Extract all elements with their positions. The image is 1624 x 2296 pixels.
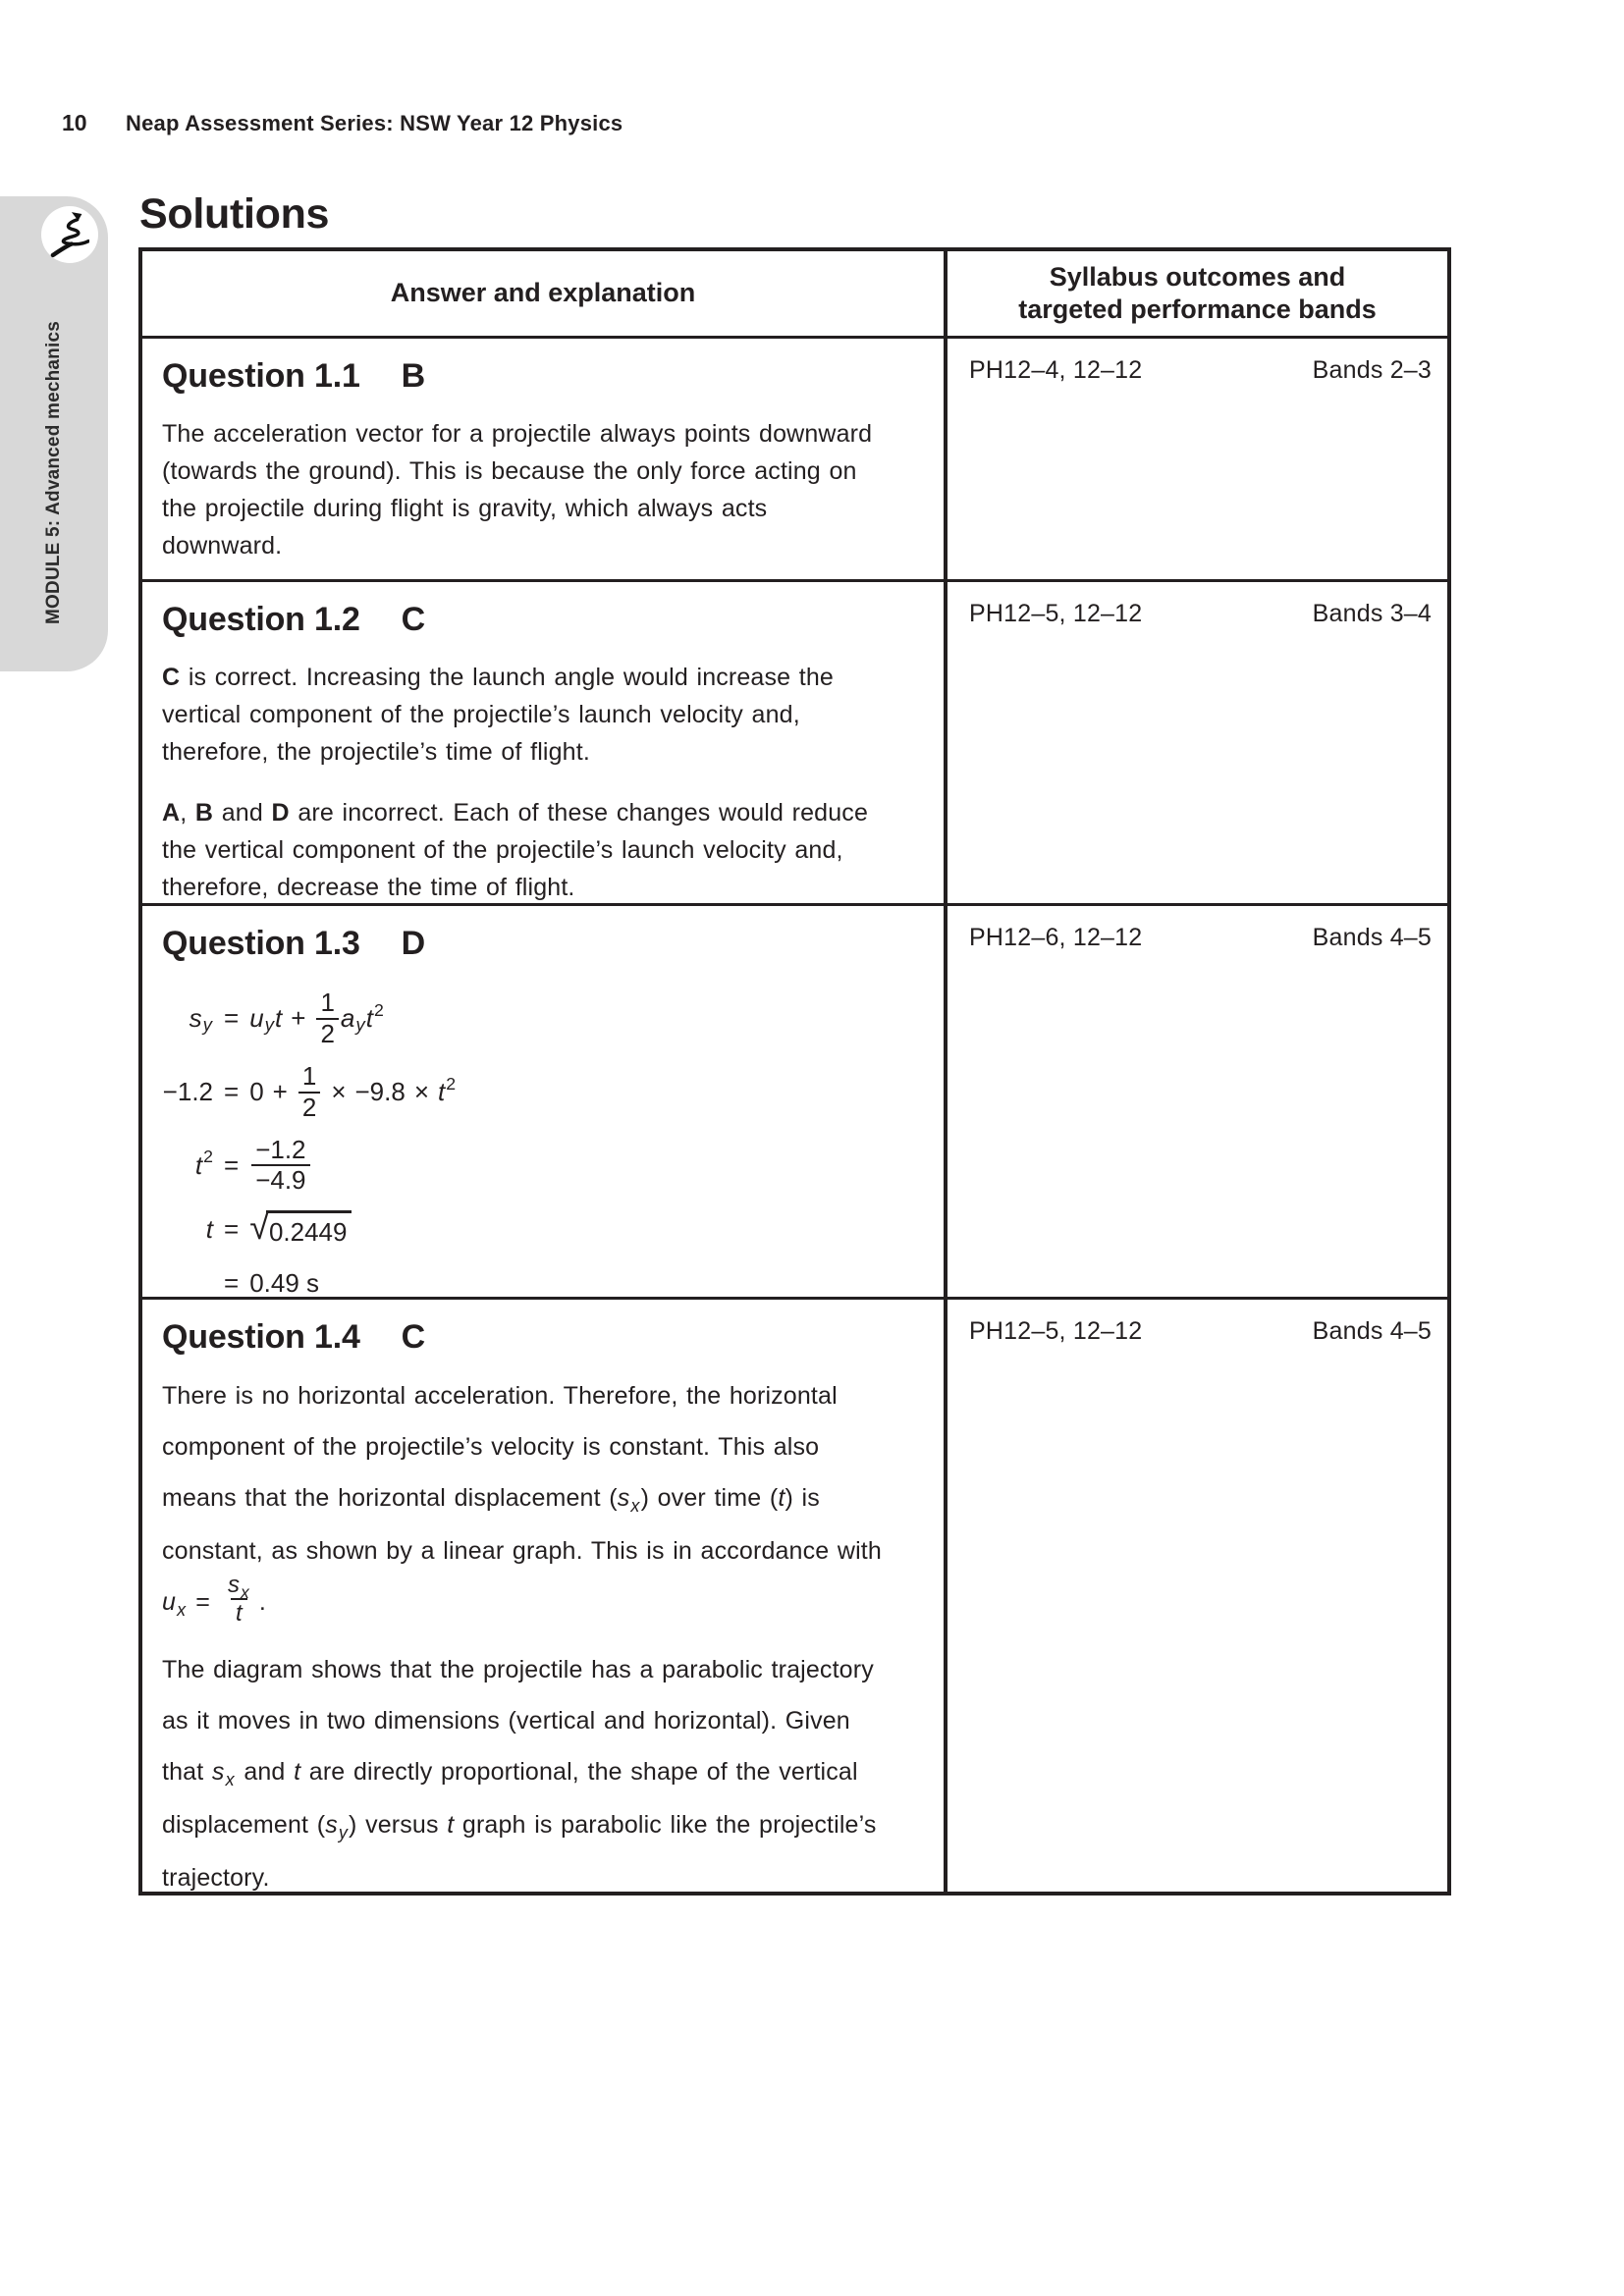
explanation-text: , <box>180 799 195 827</box>
explanation-text: There is no horizontal acceleration. Therefore, the horizontal component of the projectile’s velocity is constant. This also means that the horizontal displacement ( <box>162 1382 838 1512</box>
math-sub: x <box>630 1495 640 1516</box>
outcome-code: PH12–6, 12–12 <box>969 924 1143 951</box>
math-sup: 2 <box>203 1147 213 1167</box>
equals-sign: = <box>224 1077 240 1107</box>
math-var: s <box>211 1757 225 1786</box>
plus-sign: + <box>272 1077 288 1107</box>
bold-option-letter: C <box>162 664 181 691</box>
bands-label: Bands 3–4 <box>1312 600 1432 627</box>
col-header-answer: Answer and explanation <box>142 251 947 336</box>
math-var: u <box>249 1003 264 1034</box>
outcome-row <box>969 356 1432 385</box>
times-sign: × <box>331 1077 347 1107</box>
explanation-text: are incorrect. Each of these changes would reduce the vertical component of the projectile’s launch velocity and, therefore, decrease the time of flight. <box>162 799 868 901</box>
result-value: 0.49 s <box>249 1267 320 1297</box>
outcome-code: PH12–4, 12–12 <box>969 356 1143 384</box>
square-root <box>249 1206 352 1248</box>
radicand: 0.2449 <box>266 1210 352 1248</box>
fraction <box>316 988 338 1049</box>
bands-label: Bands 4–5 <box>1312 924 1432 951</box>
equals-sign: = <box>195 1588 210 1617</box>
fraction-numerator: 1 <box>320 988 335 1017</box>
explanation-text: is correct. Increasing the launch angle would increase the vertical component of the projectile’s launch velocity and, therefore, the projectile’s time of flight. <box>162 664 834 766</box>
question-heading <box>162 925 887 963</box>
syllabus-cell-q1-4 <box>947 1300 1447 1892</box>
math-sub: y <box>338 1822 348 1842</box>
question-label: Question 1.2 <box>162 601 360 638</box>
answer-letter: B <box>401 357 426 395</box>
math-sub: y <box>355 1014 365 1036</box>
equals-sign: = <box>224 1267 240 1297</box>
answer-letter: C <box>401 1318 426 1356</box>
math-var: t <box>275 1003 283 1034</box>
table-row-q1-1 <box>142 336 1447 579</box>
math-number: −9.8 <box>354 1077 406 1107</box>
math-var: t <box>365 1003 373 1034</box>
explanation-text: and <box>213 799 272 827</box>
equals-sign: = <box>224 1213 240 1244</box>
math-var: s <box>227 1572 241 1598</box>
question-heading <box>162 357 887 396</box>
equation-2 <box>162 1062 887 1123</box>
math-sub: y <box>202 1014 212 1036</box>
fraction <box>251 1136 309 1197</box>
equals-sign: = <box>224 1149 240 1180</box>
table-header-row <box>142 251 1447 336</box>
equation-3 <box>162 1136 887 1197</box>
equation-4 <box>162 1208 887 1250</box>
explanation-text: graph is parabolic like the projectile’s trajectory. <box>162 1810 877 1892</box>
math-var: s <box>617 1484 630 1512</box>
fraction-denominator: −4.9 <box>251 1164 309 1196</box>
explanation-text: ) over time ( <box>640 1484 779 1512</box>
fraction-numerator: 1 <box>301 1060 317 1091</box>
math-var: s <box>189 1003 202 1034</box>
inline-fraction <box>223 1573 255 1627</box>
syllabus-cell-q1-3 <box>947 906 1447 1297</box>
math-number: 0 <box>249 1077 264 1107</box>
math-var: t <box>438 1077 446 1107</box>
math-sub: x <box>177 1599 187 1620</box>
bands-label: Bands 4–5 <box>1312 1317 1432 1345</box>
plus-sign: + <box>291 1003 306 1034</box>
solutions-table <box>138 247 1451 1896</box>
math-sub: x <box>241 1581 249 1602</box>
outcome-row <box>969 924 1432 952</box>
fraction-denominator: t <box>231 1598 247 1627</box>
col-header-syllabus-line1: Syllabus outcomes and <box>1049 262 1346 293</box>
answer-cell-q1-1 <box>142 339 947 579</box>
fraction <box>298 1062 320 1123</box>
math-var: t <box>205 1213 213 1244</box>
explanation-text: and <box>235 1757 295 1786</box>
question-heading <box>162 601 887 639</box>
answer-cell-q1-2 <box>142 582 947 903</box>
explanation-text: are directly proportional, the shape of the vertical displacement ( <box>162 1757 858 1839</box>
equation-5 <box>162 1262 887 1297</box>
radical-sign: √ <box>249 1206 269 1248</box>
module-tab <box>0 196 108 671</box>
outcome-row <box>969 600 1432 628</box>
math-var: s <box>325 1810 338 1839</box>
outcome-code: PH12–5, 12–12 <box>969 1317 1143 1345</box>
question-label: Question 1.3 <box>162 925 360 962</box>
explanation-text: . <box>258 1588 267 1617</box>
bold-option-letter: D <box>271 799 290 827</box>
math-sup: 2 <box>373 999 384 1020</box>
math-var: a <box>340 1003 355 1034</box>
explanation-paragraph-1 <box>162 659 887 771</box>
times-sign: × <box>413 1077 430 1107</box>
equals-sign: = <box>224 1003 240 1034</box>
fraction-numerator <box>223 1572 255 1602</box>
answer-letter: C <box>401 601 426 638</box>
explanation-text: ) versus <box>349 1810 448 1839</box>
running-header-title: Neap Assessment Series: NSW Year 12 Physics <box>126 111 623 135</box>
math-var: t <box>294 1757 301 1786</box>
fraction-denominator: 2 <box>298 1092 320 1123</box>
question-heading <box>162 1318 887 1357</box>
math-sub: y <box>264 1014 275 1036</box>
answer-cell-q1-3 <box>142 906 947 1297</box>
math-var: t <box>447 1810 455 1839</box>
math-var: t <box>194 1149 203 1180</box>
math-var: u <box>162 1588 177 1617</box>
table-row-q1-3 <box>142 903 1447 1297</box>
answer-letter: D <box>401 925 426 962</box>
explanation-paragraph-2 <box>162 1644 887 1892</box>
explanation-text: ) is constant, as shown by a linear graph. This is in accordance with <box>162 1484 882 1565</box>
fraction-numerator: −1.2 <box>255 1134 306 1164</box>
math-sub: x <box>225 1769 235 1789</box>
math-number: −1.2 <box>162 1077 213 1107</box>
col-header-syllabus <box>947 251 1447 336</box>
explanation-paragraph-2 <box>162 794 887 903</box>
projectile-motion-icon <box>50 211 89 258</box>
question-label: Question 1.4 <box>162 1318 360 1356</box>
explanation-paragraph-1 <box>162 1370 887 1630</box>
page-title: Solutions <box>139 190 330 238</box>
bands-label: Bands 2–3 <box>1312 356 1432 384</box>
outcome-code: PH12–5, 12–12 <box>969 600 1143 627</box>
module-icon-circle <box>41 206 98 263</box>
math-sup: 2 <box>446 1073 457 1094</box>
module-label-wrap <box>0 298 108 646</box>
bold-option-letter: B <box>194 799 214 827</box>
answer-cell-q1-4 <box>142 1300 947 1892</box>
fraction-denominator: 2 <box>316 1018 338 1049</box>
syllabus-cell-q1-1 <box>947 339 1447 579</box>
math-var: t <box>778 1484 785 1512</box>
module-label: MODULE 5: Advanced mechanics <box>43 320 64 624</box>
outcome-row <box>969 1317 1432 1346</box>
table-row-q1-2 <box>142 579 1447 903</box>
bold-option-letter: A <box>162 799 181 827</box>
col-header-syllabus-line2: targeted performance bands <box>1018 294 1377 324</box>
question-label: Question 1.1 <box>162 357 360 395</box>
page-number: 10 <box>62 110 87 135</box>
explanation-text: The acceleration vector for a projectile always points downward (towards the ground). This is because the only force acting on the projectile during flight is gravity, which always acts downward. <box>162 420 873 560</box>
explanation-text: The diagram shows that the projectile has a parabolic trajectory as it moves in two dimensions (vertical and horizontal). Given that <box>162 1655 874 1786</box>
equation-1 <box>162 988 887 1049</box>
syllabus-cell-q1-2 <box>947 582 1447 903</box>
working-equations <box>162 988 887 1297</box>
table-row-q1-4 <box>142 1297 1447 1892</box>
